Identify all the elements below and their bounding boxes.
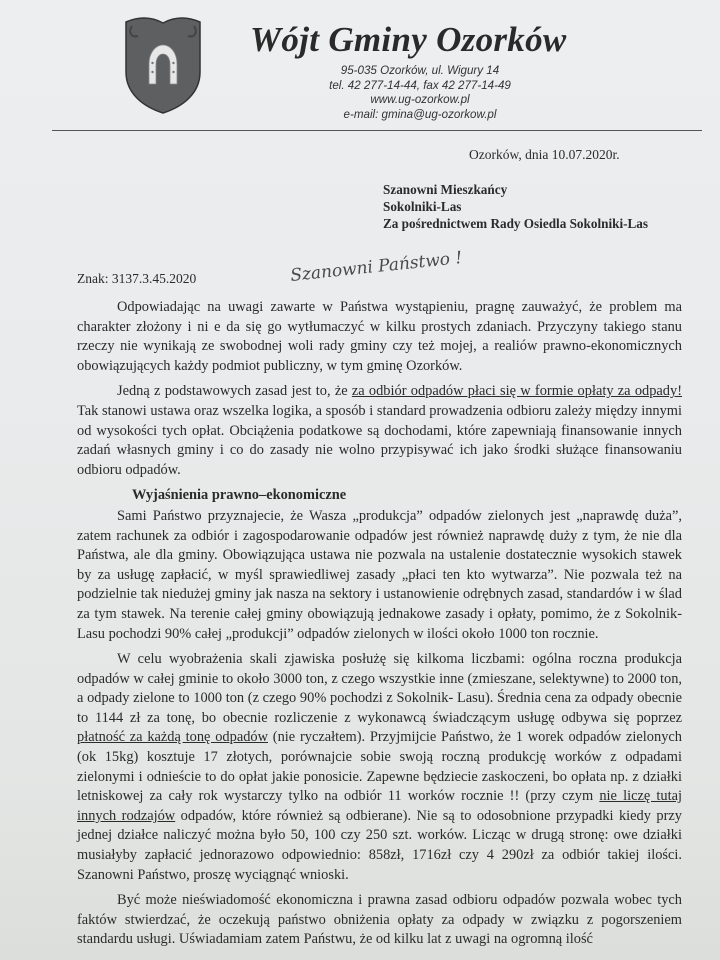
paragraph-2-text-a: Jedną z podstawowych zasad jest to, że	[117, 383, 352, 400]
addressee-block	[383, 181, 648, 232]
paragraph-2-underlined: za odbiór odpadów płaci się w formie opłaty za odpady!	[351, 383, 682, 400]
paragraph-4-text-a: W celu wyobrażenia skali zjawiska posłużę się kilkoma liczbami: ogólna roczna produkcja odpadów w całej gminie to około 3000 ton, z czego wszystkie inne (zmieszane, selektywne) to 2000 ton, a odpady zielone to 1000 ton (z czego 90% pochodzi z Sokolnik- Lasu). Średnia cena za odpady obecnie to 1144 zł za tonę, bo obecnie rozliczenie z wykonawcą świadczącym usługę odbywa się poprzez	[77, 651, 682, 726]
paragraph-4-text-b: (nie ryczałtem). Przyjmijcie Państwo, że 1 worek odpadów zielonych (ok 15kg) kosztuje 17 złotych, porównajcie sobie swoją roczną produkcję worków z odpadami zielonymi i odnieście to do opłat jakie ponosicie. Zapewne będziecie zaskoczeni, bo opłata np. z działki letniskowej za cały rok wystarczy tylko na odbiór 11 worków rocznie !! (przy czym	[77, 729, 682, 805]
addressee-line-3: Za pośrednictwem Rady Osiedla Sokolniki-Las	[383, 216, 649, 231]
letter-body	[77, 298, 682, 956]
header-divider	[52, 130, 702, 131]
section-heading: Wyjaśnienia prawno–ekonomiczne	[132, 487, 347, 504]
paragraph-4-text-c: odpadów, które również są odbierane). Nie są to odosobnione przypadki kiedy przy jednej działce naliczyć można było 50, 100 czy 250 szt. worków. Licząc w drugą stronę: owe działki musiałyby zapłacić jednorazowo odpowiednio: 858zł, 1716zł czy 4 290zł za odbiór takiej ilości. Szanowni Państwo, proszę wyciągnąć wnioski.	[77, 807, 682, 883]
contact-address: 95-035 Ozorków, ul. Wigury 14	[340, 64, 500, 77]
paragraph-2	[77, 382, 682, 480]
reference-number: Znak: 3137.3.45.2020	[77, 271, 197, 286]
letterhead-contact	[300, 64, 540, 122]
addressee-line-1: Szanowni Mieszkańcy	[383, 182, 508, 197]
paragraph-4-underlined-2: nie liczę tutaj innych rodzajów	[77, 788, 683, 824]
paragraph-4-underlined-1: płatność za każdą tonę odpadów	[77, 729, 268, 746]
contact-phone-fax: tel. 42 277-14-44, fax 42 277-14-49	[329, 78, 511, 92]
paragraph-3: Sami Państwo przyznajecie, że Wasza „produkcja” odpadów zielonych jest „naprawdę duża”, zatem rachunek za odbiór i zagospodarowanie odpadów jest również naprawdę duży z tym, że nie dla Państwa, ale dla gminy. Obowiązująca ustawa nie pozwala na ustalenie dostatecznie wysokich stawek by za usługę zapłacić, w myśl sprawiedliwej zasady „płaci ten kto wytwarza”. Nie pozwala też na podzielnie tak niedużej gminy jak nasza na sektory i ustanowienie odrębnych zasad, standardów i w ślad za tym stawek. Na terenie całej gminy obowiązują jednakowe zasady i opłaty, pomimo, że z Sokolnik-Lasu pochodzi 90% całej „produkcji” odpadów zielonych w ilości około 1000 ton rocznie.	[77, 507, 682, 642]
letterhead-title: Wójt Gminy Ozorków	[250, 20, 567, 59]
handwritten-salutation: Szanowni Państwo !	[289, 248, 464, 286]
coat-of-arms-horseshoe-icon	[122, 14, 204, 114]
addressee-line-2: Sokolniki-Las	[383, 199, 462, 214]
paragraph-4	[77, 650, 682, 885]
contact-website: www.ug-ozorkow.pl	[370, 93, 470, 106]
contact-email: e-mail: gmina@ug-ozorkow.pl	[343, 107, 497, 121]
date-line: Ozorków, dnia 10.07.2020r.	[469, 147, 620, 162]
paragraph-2-text-b: Tak stanowi ustawa oraz wszelka logika, a sposób i standard prowadzenia odbioru zależy między innymi od wysokości tych opłat. Obciążenia podatkowe są dochodami, które zapewniają finansowanie innych zadań własnych gminy i co do zasady nie wolno przypisywać ich jako środki służące finansowaniu odbioru odpadów.	[77, 402, 682, 478]
paragraph-1: Odpowiadając na uwagi zawarte w Państwa wystąpieniu, pragnę zauważyć, że problem ma charakter złożony i ni e da się go wytłumaczyć w kilku prostych zdaniach. Przyczyny takiego stanu rzeczy nie wynikają ze swobodnej woli rady gminy czy też mojej, a realiów prawno-ekonomicznych obowiązujących każdy podmiot publiczny, w tym gminę Ozorków.	[77, 299, 682, 374]
paragraph-5: Być może nieświadomość ekonomiczna i prawna zasad odbioru odpadów pozwala wobec tych faktów stwierdzać, że oczekują państwo obniżenia opłaty za odpady w związku z pogorszeniem standardu usługi. Uświadamiam zatem Państwu, że od kilku lat z uwagi na ogromną ilość	[77, 892, 682, 948]
